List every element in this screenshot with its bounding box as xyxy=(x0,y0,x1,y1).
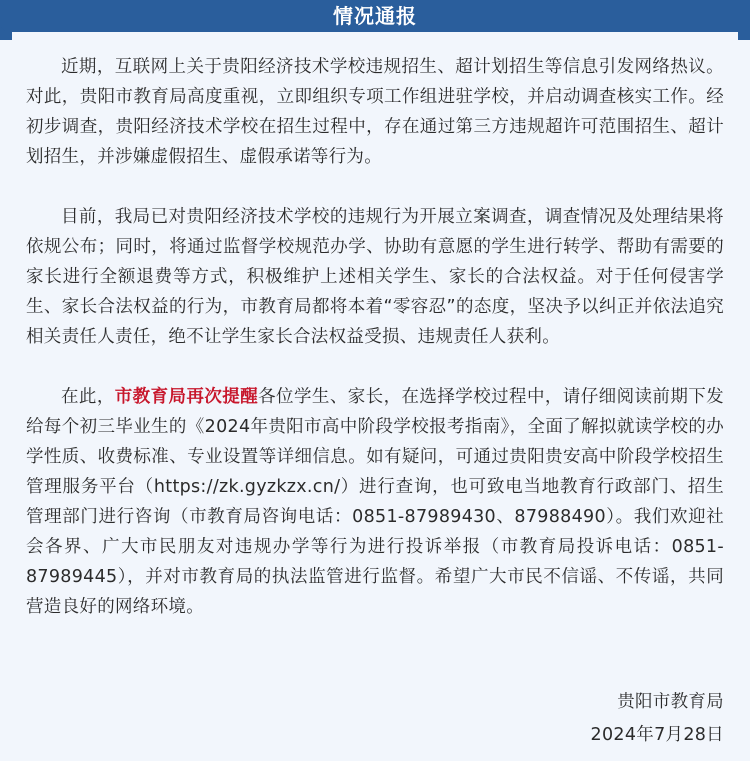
paragraph-3-body: 各位学生、家长，在选择学校过程中，请仔细阅读前期下发给每个初三毕业生的《2024年贵阳市高中阶段学校报考指南》，全面了解拟就读学校的办学性质、收费标准、专业设置等详细信息。如有疑问，可通过贵阳贵安高中阶段学校招生管理服务平台（https://zk.gyzkzx.cn/）进行查询，也可致电当地教育行政部门、招生管理部门进行咨询（市教育局咨询电话：0851-87989430、87988490）。我们欢迎社会各界、广大市民朋友对违规办学等行为进行投诉举报（市教育局投诉电话：0851-87989445），并对市教育局的执法监管进行监督。希望广大市民不信谣、不传谣，共同营造良好的网络环境。 xyxy=(26,387,724,617)
signature-date: 2024年7月28日 xyxy=(590,725,724,745)
paragraph-2: 目前，我局已对贵阳经济技术学校的违规行为开展立案调查，调查情况及处理结果将依规公布；同时，将通过监督学校规范办学、协助有意愿的学生进行转学、帮助有需要的家长进行全额退费等方式，积极维护上述相关学生、家长的合法权益。对于任何侵害学生、家长合法权益的行为，市教育局都将本着“零容忍”的态度，坚决予以纠正并依法追究相关责任人责任，绝不让学生家长合法权益受损、违规责任人获利。 xyxy=(26,207,724,347)
signature-org: 贵阳市教育局 xyxy=(617,692,724,712)
page-title: 情况通报 xyxy=(333,4,417,28)
signature-block xyxy=(591,686,724,752)
paragraph-1: 近期，互联网上关于贵阳经济技术学校违规招生、超计划招生等信息引发网络热议。对此，贵阳市教育局高度重视，立即组织专项工作组进驻学校，并启动调查核实工作。经初步调查，贵阳经济技术学校在招生过程中，存在通过第三方违规超许可范围招生、超计划招生，并涉嫌虚假招生、虚假承诺等行为。 xyxy=(26,57,724,167)
notice-body xyxy=(0,52,750,622)
paragraph-3-prefix: 在此， xyxy=(61,387,115,407)
paragraph-3 xyxy=(26,382,724,622)
reminder-highlight: 市教育局再次提醒 xyxy=(114,387,259,407)
notice-header xyxy=(0,0,750,40)
